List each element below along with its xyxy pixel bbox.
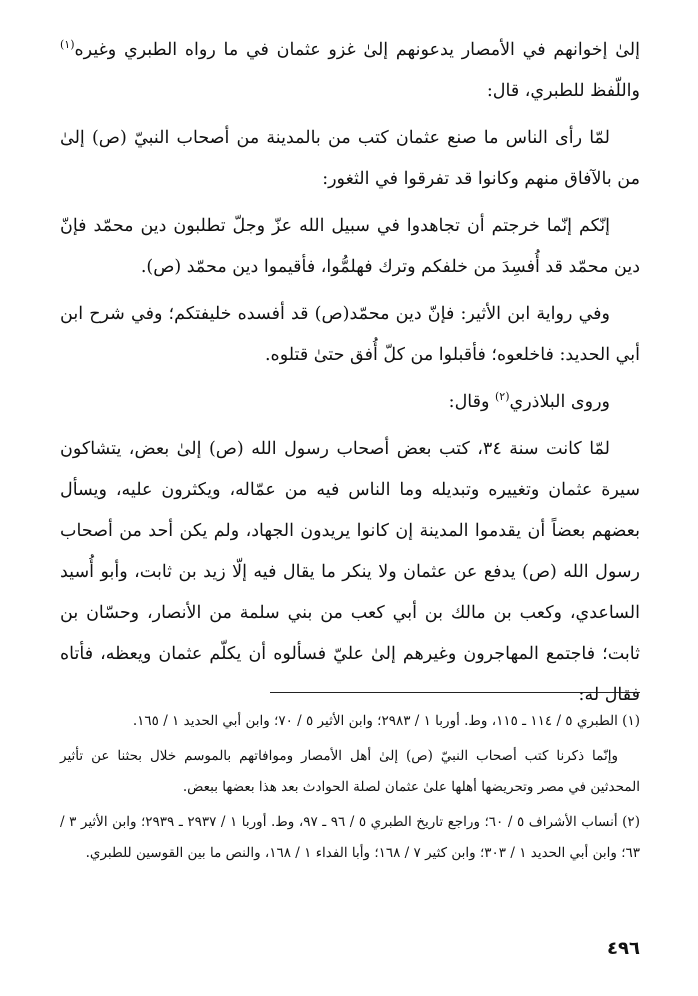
quote-paragraph-2: إنّكم إنّما خرجتم أن تجاهدوا في سبيل الله عزّ وجلّ تطلبون دين محمّد فإنّ دين محمّد قد أُفسِدَ من خلفكم وترك فهلمُّوا، فأقيموا دين محمّد (ص). xyxy=(60,216,640,277)
footnote-divider xyxy=(270,692,640,693)
footnote-1-note: وإنّما ذكرنا كتب أصحاب النبيّ (ص) إلىٰ أهل الأمصار وموافاتهم بالموسم خلال بحثنا عن تأثير المحدثين في مصر وتحريضها أهلها علىٰ عثمان لصلة الحوادث بعد هذا بعضها ببعض. xyxy=(60,748,640,795)
athir-paragraph: وفي رواية ابن الأثير: فإنّ دين محمّد(ص) قد أفسده خليفتكم؛ وفي شرح ابن أبي الحديد: فاخلعوه؛ فأقبلوا من كلّ أُفق حتىٰ قتلوه. xyxy=(60,304,640,365)
intro-text: إلىٰ إخوانهم في الأمصار يدعونهم إلىٰ غزو عثمان في ما رواه الطبري وغيره xyxy=(74,40,640,60)
quote-paragraph-1: لمّا رأى الناس ما صنع عثمان كتب من بالمدينة من أصحاب النبيّ (ص) إلىٰ من بالآفاق منهم وكانوا قد تفرقوا في الثغور: xyxy=(60,128,640,189)
footnote-ref-2[interactable]: (٢) xyxy=(495,390,510,404)
baladhuri-text: وروى البلاذري xyxy=(509,392,610,412)
page-number: ٤٩٦ xyxy=(607,938,640,959)
quote-paragraph-3: لمّا كانت سنة ٣٤، كتب بعض أصحاب رسول الله (ص) إلىٰ بعض، يتشاكون سيرة عثمان وتغييره وتبديله وما الناس فيه من عمّاله، ويكثرون عليه، ويسأل بعضهم بعضاً أن يقدموا المدينة إن كانوا يريدون الجهاد، ولم يكن أحد من أصحاب رسول الله (ص) يدفع عن عثمان ولا ينكر ما يقال فيه إلّا زيد بن ثابت، وأبو أُسيد الساعدي، وكعب بن مالك بن أبي كعب من بني سلمة من الأنصار، وحسّان بن ثابت؛ فاجتمع المهاجرون وغيرهم إلىٰ عليّ فسألوه أن يكلّم عثمان ويعظه، فأتاه فقال له: xyxy=(60,439,640,705)
baladhuri-tail: وقال: xyxy=(448,392,495,412)
footnote-1: (١) الطبري ٥ / ١١٤ ـ ١١٥، وط. أوربا ١ / ٢٩٨٣؛ وابن الأثير ٥ / ٧٠؛ وابن أبي الحديد ١ / ١٦٥. xyxy=(132,713,640,729)
footnotes xyxy=(60,706,640,873)
intro-tail: واللّفظ للطبري، قال: xyxy=(486,81,640,101)
footnote-ref-1[interactable]: (١) xyxy=(60,38,75,52)
main-text xyxy=(60,30,640,722)
footnote-2: (٢) أنساب الأشراف ٥ / ٦٠؛ وراجع تاريخ الطبري ٥ / ٩٦ ـ ٩٧، وط. أوربا ١ / ٢٩٣٧ ـ ٢٩٣٩؛ وابن الأثير ٣ / ٦٣؛ وابن أبي الحديد ١ / ٣٠٣؛ وابن كثير ٧ / ١٦٨؛ وأبا الفداء ١ / ١٦٨، والنص ما بين القوسين للطبري. xyxy=(60,814,640,861)
intro-paragraph xyxy=(60,30,640,112)
baladhuri-paragraph xyxy=(60,382,640,423)
